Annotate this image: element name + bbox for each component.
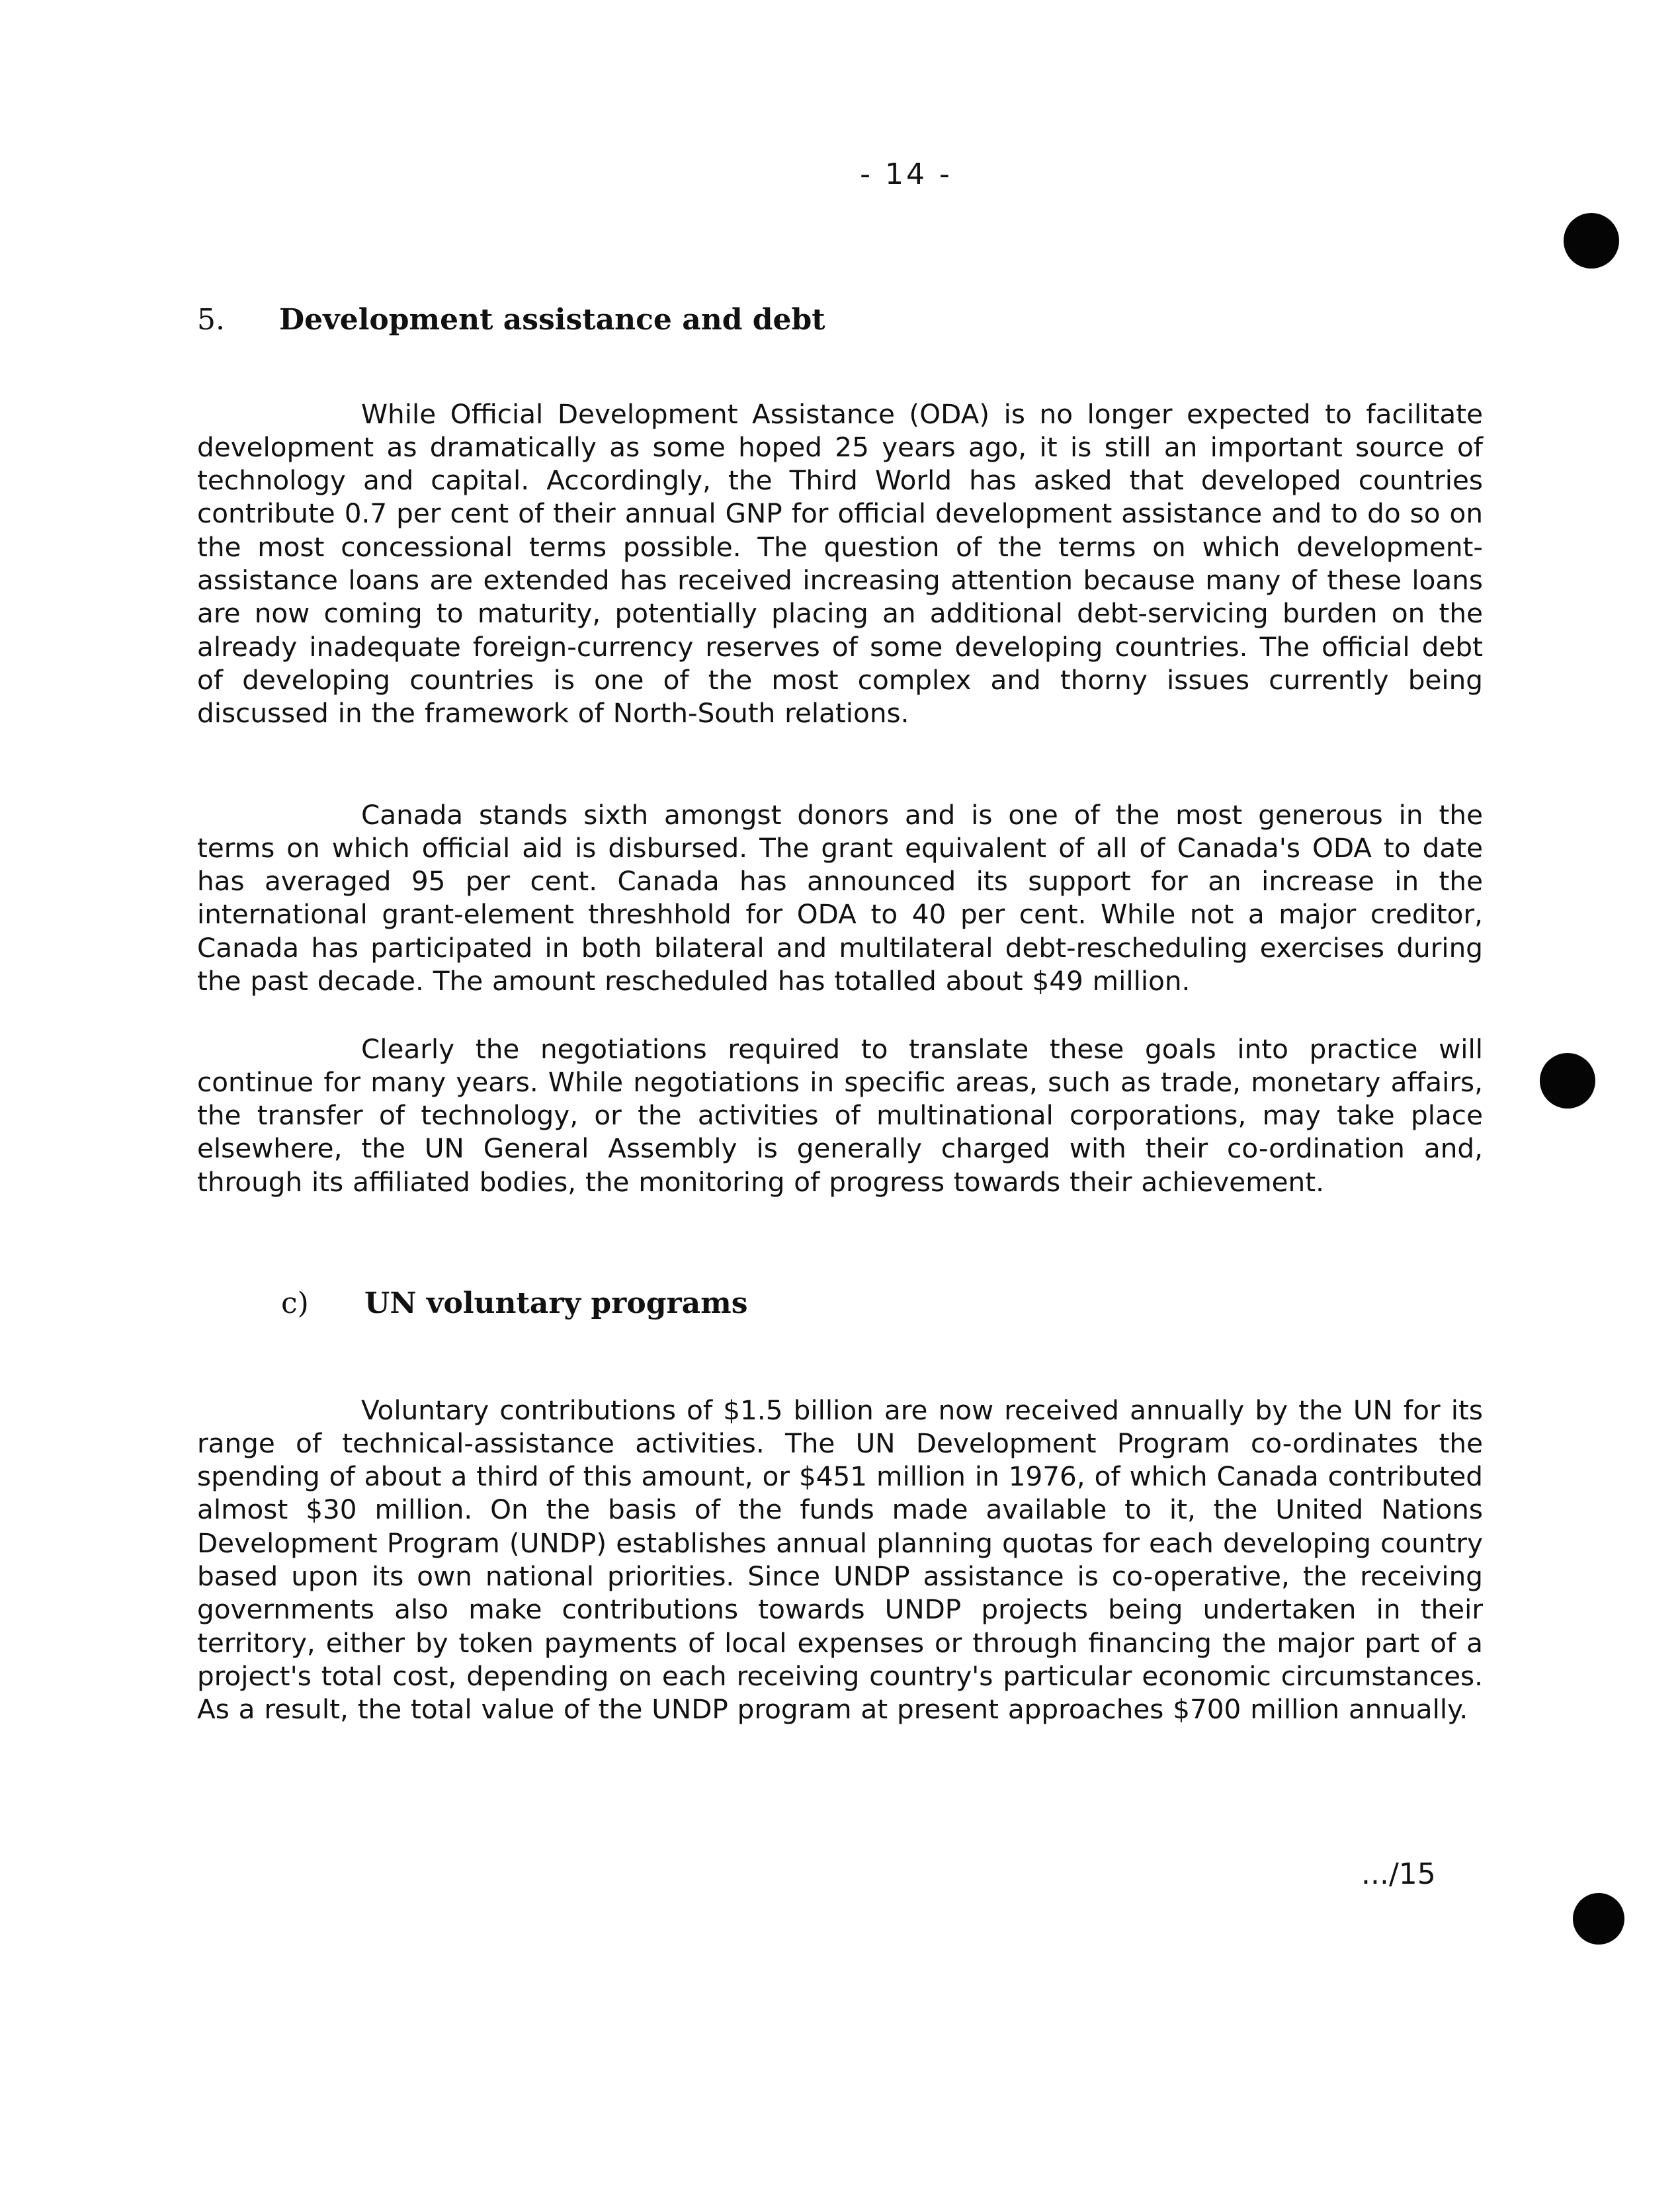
punch-hole-mark <box>1564 213 1619 269</box>
punch-hole-mark <box>1573 1893 1624 1945</box>
paragraph-voluntary-contributions: Voluntary contributions of $1.5 billion are now received annually by the UN for its range of technical-assistance activities. The UN Development Program co-ordinates the spending of about a third of this amount, or $451 million in 1976, of which Canada contributed almost $30 million. On the basis of the funds made available to it, the United Nations Development Program (UNDP) establishes annual planning quotas for each developing country based upon its own national priorities. Since UNDP assistance is co-operative, the receiving governments also make contributions towards UNDP projects being undertaken in their territory, either by token payments of local expenses or through financing the major part of a project's total cost, depending on each receiving country's particular economic circumstances. As a result, the total value of the UNDP program at present approaches $700 million annually. <box>197 1394 1483 1726</box>
continuation-marker: .../15 <box>1361 1857 1436 1891</box>
section-heading-un-voluntary-programs <box>281 1286 748 1320</box>
section-heading-development-assistance <box>197 303 825 337</box>
page-number: - 14 - <box>860 157 952 191</box>
paragraph-negotiations: Clearly the negotiations required to translate these goals into practice will continue for many years. While negotiations in specific areas, such as trade, monetary affairs, the transfer of technology, or the activities of multinational corporations, may take place elsewhere, the UN General Assembly is generally charged with their co-ordination and, through its affiliated bodies, the monitoring of progress towards their achievement. <box>197 1032 1483 1198</box>
paragraph-canada-donor: Canada stands sixth amongst donors and is one of the most generous in the terms on which official aid is disbursed. The grant equivalent of all of Canada's ODA to date has averaged 95 per cent. Canada has announced its support for an increase in the international grant-element threshhold for ODA to 40 per cent. While not a major creditor, Canada has participated in both bilateral and multilateral debt-rescheduling exercises during the past decade. The amount rescheduled has totalled about $49 million. <box>197 798 1483 997</box>
section-number: c) <box>281 1286 309 1320</box>
section-title: UN voluntary programs <box>364 1286 748 1320</box>
paragraph-oda: While Official Development Assistance (ODA) is no longer expected to facilitate development as dramatically as some hoped 25 years ago, it is still an important source of technology and capital. Accordingly, the Third World has asked that developed countries contribute 0.7 per cent of their annual GNP for official development assistance and to do so on the most concessional terms possible. The question of the terms on which development-assistance loans are extended has received increasing attention because many of these loans are now coming to maturity, potentially placing an additional debt-servicing burden on the already inadequate foreign-currency reserves of some developing countries. The official debt of developing countries is one of the most complex and thorny issues currently being discussed in the framework of North-South relations. <box>197 398 1483 730</box>
section-number: 5. <box>197 303 225 337</box>
punch-hole-mark <box>1540 1053 1595 1109</box>
section-title: Development assistance and debt <box>279 303 825 337</box>
